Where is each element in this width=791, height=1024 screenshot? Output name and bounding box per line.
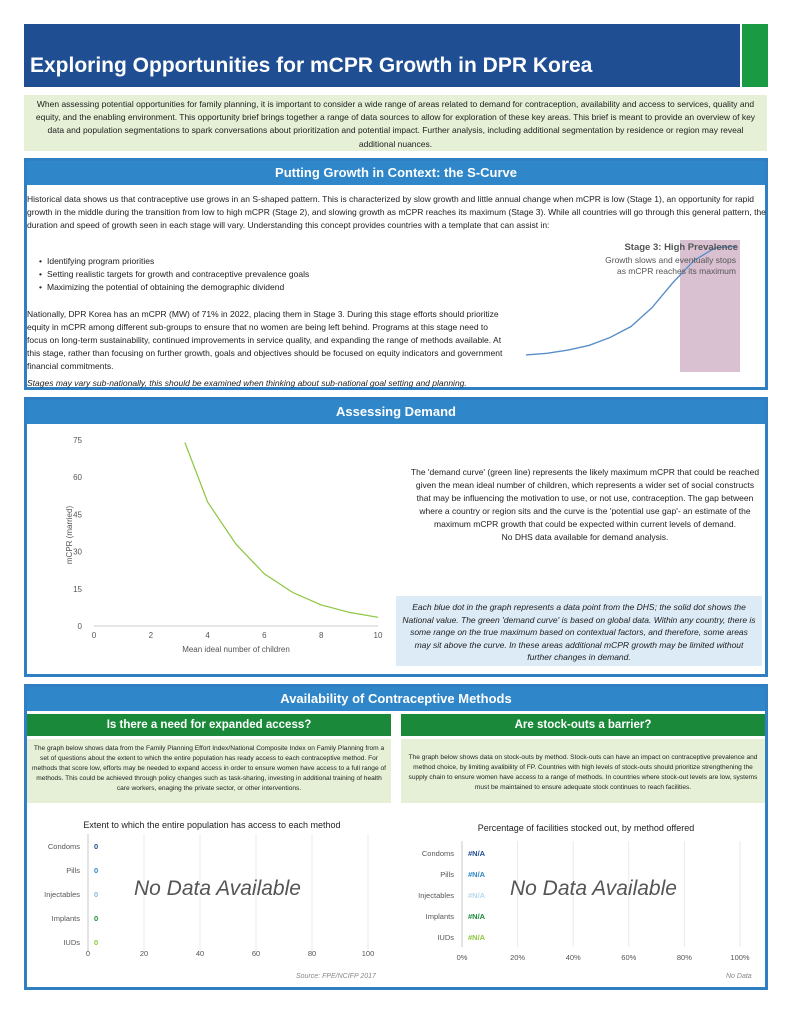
stock-x-tick: 80% <box>676 953 692 962</box>
demand-heading: Assessing Demand <box>27 400 765 424</box>
stockout-chart-title: Percentage of facilities stocked out, by method offered <box>477 823 695 833</box>
bullet-item: • Setting realistic targets for growth and contraceptive prevalence goals <box>39 268 439 281</box>
access-value-label: 0 <box>94 890 99 899</box>
stockout-source: No Data <box>726 973 752 980</box>
bullet-item: • Identifying program priorities <box>39 255 439 268</box>
access-x-tick: 20 <box>139 949 149 958</box>
demand-explanation-text: The 'demand curve' (green line) represents the likely maximum mCPR that could be reached given the mean ideal number of children, which represents a wider set of social constructs that may be influencing the motivation to use, or not use, contraception. The gap between where a country or region sits and the curve is the 'potential use gap'- an estimate of the maximum mCPR growth that could be expected within current levels of demand. <box>410 467 760 529</box>
stage3-description: Growth slows and eventually stops as mCPR reaches its maximum <box>605 255 736 276</box>
demand-x-tick: 10 <box>373 631 383 640</box>
stock-value-label: #N/A <box>468 891 486 900</box>
title-accent <box>742 24 768 87</box>
scurve-intro: Historical data shows us that contraceptive use grows in an S-shaped pattern. This is characterized by slow growth and little annual change when mCPR is low (Stage 1), an opportunity for rapid growth in the middle during the transition from low to high mCPR (Stage 2), and slowing growth as mCPR reaches its maximum (Stage 3). While all countries will go through this general pattern, the duration and speed of growth seen in each stage will vary. Understanding this concept provides countries with a template that can assist in: <box>27 194 766 230</box>
access-category-label: Injectables <box>44 890 80 899</box>
demand-x-axis-label: Mean ideal number of children <box>182 645 290 654</box>
demand-curve-line <box>185 443 378 618</box>
access-value-label: 0 <box>94 842 99 851</box>
stock-category-label: Injectables <box>418 891 454 900</box>
demand-y-axis-label: mCPR (married) <box>65 505 74 565</box>
stock-category-label: IUDs <box>437 933 454 942</box>
access-value-label: 0 <box>94 866 99 875</box>
stock-x-tick: 60% <box>621 953 637 962</box>
stock-value-label: #N/A <box>468 849 486 858</box>
access-panel <box>27 714 391 803</box>
access-source: Source: FPE/NCIFP 2017 <box>296 973 376 980</box>
access-description: The graph below shows data from the Family Planning Effort Index/National Composite Index on Family Planning from a set of questions about the extent to which the entire population has ready access to each contraceptive method. For methods that score low, efforts may be needed to expand access in order to ensure women have access to a full range of methods. This could be achieved through policy changes such as task-sharing, investing in additional training of health care workers, enaging the private sector, or other interventions. <box>27 739 391 803</box>
stock-x-tick: 100% <box>730 953 750 962</box>
availability-heading: Availability of Contraceptive Methods <box>27 687 765 711</box>
stock-category-label: Pills <box>440 870 454 879</box>
stage3-title: Stage 3: High Prevalence <box>624 242 738 253</box>
scurve-country-text: Nationally, DPR Korea has an mCPR (MW) of 71% in 2022, placing them in Stage 3. During this stage efforts should prioritize equity in mCPR among different sub-groups to ensure that no women are being left behind. Programs at this stage need to focus on long-term sustainability, continued improvements in service quality, and expanding the range of methods available. At this stage, rather than focusing on further growth, goals and objectives should be focused on equity indicators and government financial commitments. <box>27 309 503 371</box>
demand-x-tick: 2 <box>148 631 154 640</box>
access-category-label: Implants <box>51 914 80 923</box>
stock-value-label: #N/A <box>468 912 486 921</box>
stock-x-tick: 20% <box>510 953 526 962</box>
access-value-label: 0 <box>94 938 99 947</box>
access-x-tick: 100 <box>361 949 375 958</box>
access-nodata: No Data Available <box>134 877 301 900</box>
page-title: Exploring Opportunities for mCPR Growth in DPR Korea <box>24 24 740 87</box>
demand-y-tick: 15 <box>73 584 82 594</box>
stock-x-tick: 40% <box>565 953 581 962</box>
demand-x-tick: 8 <box>318 631 324 640</box>
scurve-note: Stages may vary sub-nationally, this should be examined when thinking about sub-national goal setting and planning. <box>27 378 467 388</box>
access-chart-title: Extent to which the entire population has access to each method <box>83 820 341 830</box>
access-x-tick: 0 <box>85 949 91 958</box>
demand-x-tick: 6 <box>262 631 267 640</box>
demand-note: Each blue dot in the graph represents a data point from the DHS; the solid dot shows the National value. The green 'demand curve' is based on global data. Within any country, there is some range on the true maximum based on contextual factors, and therefore, some areas may sit above the curve. In these areas additional mCPR growth may be limited without further changes in demand. <box>396 596 762 666</box>
access-category-label: Condoms <box>47 842 80 851</box>
demand-y-tick: 30 <box>73 547 82 557</box>
stock-x-tick: 0% <box>456 953 468 962</box>
scurve-heading: Putting Growth in Context: the S-Curve <box>27 161 765 185</box>
access-heading: Is there a need for expanded access? <box>27 714 391 736</box>
access-category-label: IUDs <box>63 938 80 947</box>
demand-y-tick: 0 <box>77 622 82 631</box>
demand-chart <box>60 430 390 660</box>
demand-explanation <box>408 466 762 544</box>
access-x-tick: 80 <box>307 949 317 958</box>
stock-category-label: Condoms <box>421 849 454 858</box>
demand-nodata-text: No DHS data available for demand analysis. <box>501 532 669 542</box>
access-category-label: Pills <box>66 866 80 875</box>
demand-y-tick: 45 <box>73 510 82 520</box>
demand-x-tick: 4 <box>205 631 210 640</box>
stockout-nodata: No Data Available <box>510 877 677 900</box>
access-x-tick: 40 <box>195 949 205 958</box>
bullet-item: • Maximizing the potential of obtaining the demographic dividend <box>39 281 439 294</box>
demand-y-tick: 60 <box>73 473 82 483</box>
stockout-panel <box>401 714 765 803</box>
stock-value-label: #N/A <box>468 933 486 942</box>
stock-value-label: #N/A <box>468 870 486 879</box>
intro-text: When assessing potential opportunities for family planning, it is important to consider a wide range of areas related to demand for contraception, availability and access to services, quality and equity, and the enabling environment. This opportunity brief brings together a range of data sources to allow for exploration of these key areas. This brief is meant to provide an overview of key data and population segmentations to spark conversations about prioritization and potential impact. Further analysis, including additional segmentation by residence or region may reveal additional nuances. <box>24 95 767 151</box>
demand-y-tick: 75 <box>73 436 82 445</box>
scurve-bullets <box>39 255 439 294</box>
stock-category-label: Implants <box>425 912 454 921</box>
access-x-tick: 60 <box>251 949 261 958</box>
access-value-label: 0 <box>94 914 99 923</box>
demand-x-tick: 0 <box>91 631 97 640</box>
stockout-heading: Are stock-outs a barrier? <box>401 714 765 736</box>
stockout-description: The graph below shows data on stock-outs by method. Stock-outs can have an impact on contraceptive prevalence and method choice, by limiting avalibility of FP. Countries with high levels of stock-outs should prioritize strengthening the supply chain to ensure women have access to a range of methods. In countries where stock-out levels are low, systems must be maintained to ensure adequate stock continues to reach facilities. <box>401 739 765 803</box>
